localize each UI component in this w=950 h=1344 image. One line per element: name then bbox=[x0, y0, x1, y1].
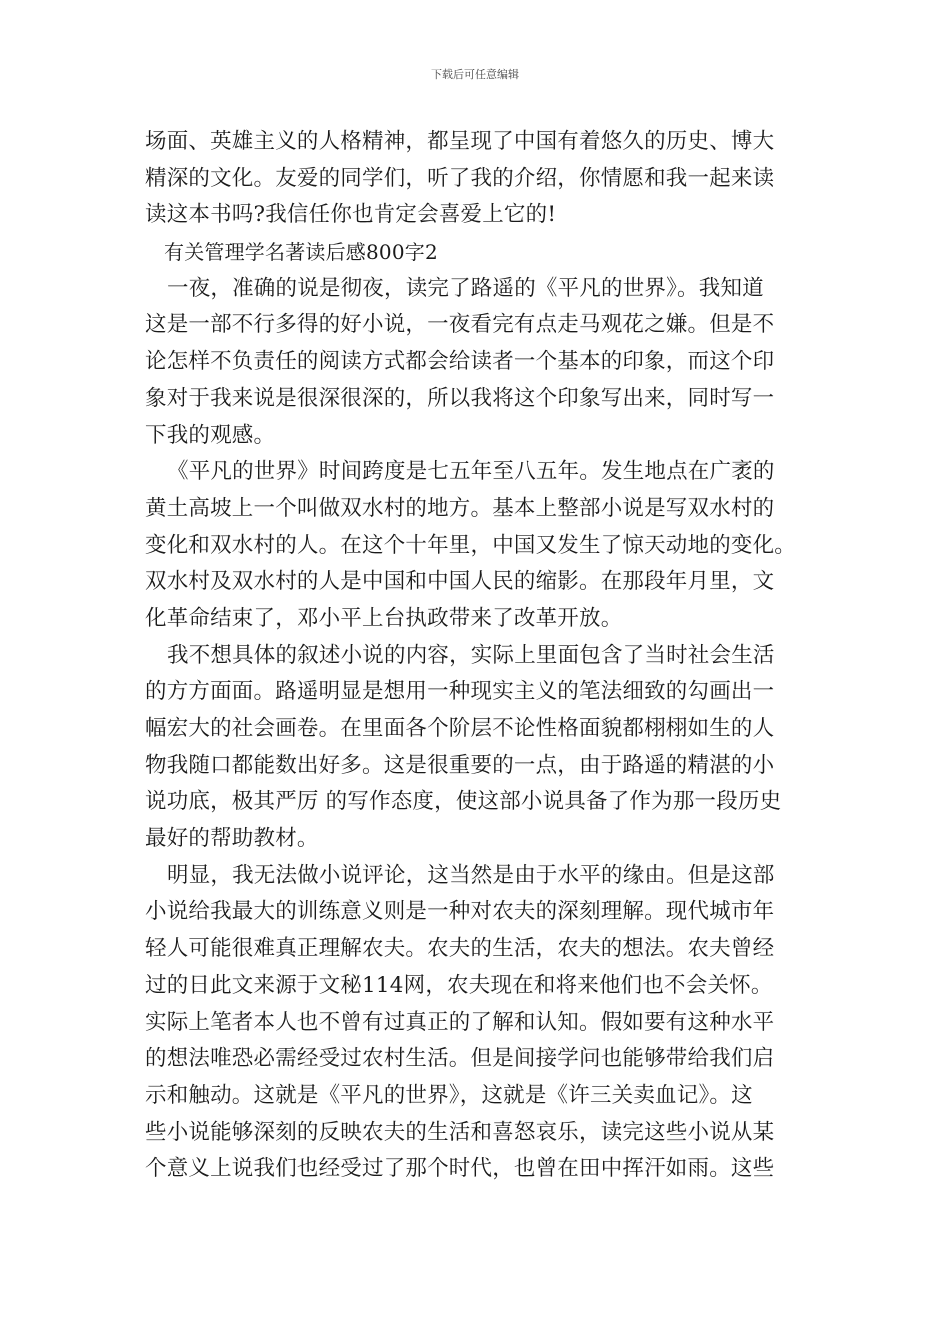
text-line: 场面、英雄主义的人格精神，都呈现了中国有着悠久的历史、博大 bbox=[145, 129, 775, 154]
text-line: 论怎样不负责任的阅读方式都会给读者一个基本的印象，而这个印 bbox=[145, 349, 775, 375]
paragraph-first-line: 我不想具体的叙述小说的内容，实际上里面包含了当时社会生活 bbox=[167, 642, 775, 668]
text-line: 些小说能够深刻的反映农夫的生活和喜怒哀乐，读完这些小说从某 bbox=[145, 1119, 775, 1145]
text-line: 示和触动。这就是《平凡的世界》，这就是《许三关卖血记》。这 bbox=[145, 1082, 753, 1108]
text-line: 实际上笔者本人也不曾有过真正的了解和认知。假如要有这种水平 bbox=[145, 1009, 775, 1035]
text-line: 精深的文化。友爱的同学们，听了我的介绍，你情愿和我一起来读 bbox=[145, 165, 775, 191]
text-line: 过的日此文来源于文秘114网，农夫现在和将来他们也不会关怀。 bbox=[145, 972, 773, 998]
text-line: 变化和双水村的人。在这个十年里，中国又发生了惊天动地的变化。 bbox=[145, 532, 797, 558]
document-body bbox=[145, 124, 809, 1188]
text-line: 幅宏大的社会画卷。在里面各个阶层不论性格面貌都栩栩如生的人 bbox=[145, 716, 775, 741]
text-line: 个意义上说我们也经受过了那个时代，也曾在田中挥汗如雨。这些 bbox=[145, 1156, 775, 1182]
text-line: 这是一部不行多得的好小说，一夜看完有点走马观花之嫌。但是不 bbox=[145, 312, 775, 338]
text-line: 轻人可能很难真正理解农夫。农夫的生活，农夫的想法。农夫曾经 bbox=[145, 936, 775, 962]
paragraph-first-line: 一夜，准确的说是彻夜，读完了路遥的《平凡的世界》。我知道 bbox=[167, 275, 764, 301]
text-line: 双水村及双水村的人是中国和中国人民的缩影。在那段年月里，文 bbox=[145, 569, 775, 595]
section-heading: 有关管理学名著读后感800字2 bbox=[164, 240, 438, 265]
text-line: 的想法唯恐必需经受过农村生活。但是间接学问也能够带给我们启 bbox=[145, 1046, 775, 1072]
page-header-note: 下载后可任意编辑 bbox=[431, 68, 519, 81]
text-line: 说功底，极其严厉 的写作态度，使这部小说具备了作为那一段历史 bbox=[145, 789, 782, 815]
text-line: 下我的观感。 bbox=[145, 422, 276, 448]
text-line: 物我随口都能数出好多。这是很重要的一点，由于路遥的精湛的小 bbox=[145, 752, 775, 778]
text-line: 的方方面面。路遥明显是想用一种现实主义的笔法细致的勾画出一 bbox=[145, 679, 775, 705]
paragraph-first-line: 明显，我无法做小说评论，这当然是由于水平的缘由。但是这部 bbox=[167, 862, 775, 888]
text-line: 最好的帮助教材。 bbox=[145, 826, 319, 852]
text-line: 读这本书吗?我信任你也肯定会喜爱上它的! bbox=[145, 202, 557, 228]
text-line: 小说给我最大的训练意义则是一种对农夫的深刻理解。现代城市年 bbox=[145, 899, 775, 925]
text-line: 化革命结束了，邓小平上台执政带来了改革开放。 bbox=[145, 605, 623, 631]
text-line: 黄土高坡上一个叫做双水村的地方。基本上整部小说是写双水村的 bbox=[145, 495, 775, 521]
paragraph-first-line: 《平凡的世界》时间跨度是七五年至八五年。发生地点在广袤的 bbox=[167, 459, 775, 485]
text-line: 象对于我来说是很深很深的，所以我将这个印象写出来，同时写一 bbox=[145, 385, 775, 411]
